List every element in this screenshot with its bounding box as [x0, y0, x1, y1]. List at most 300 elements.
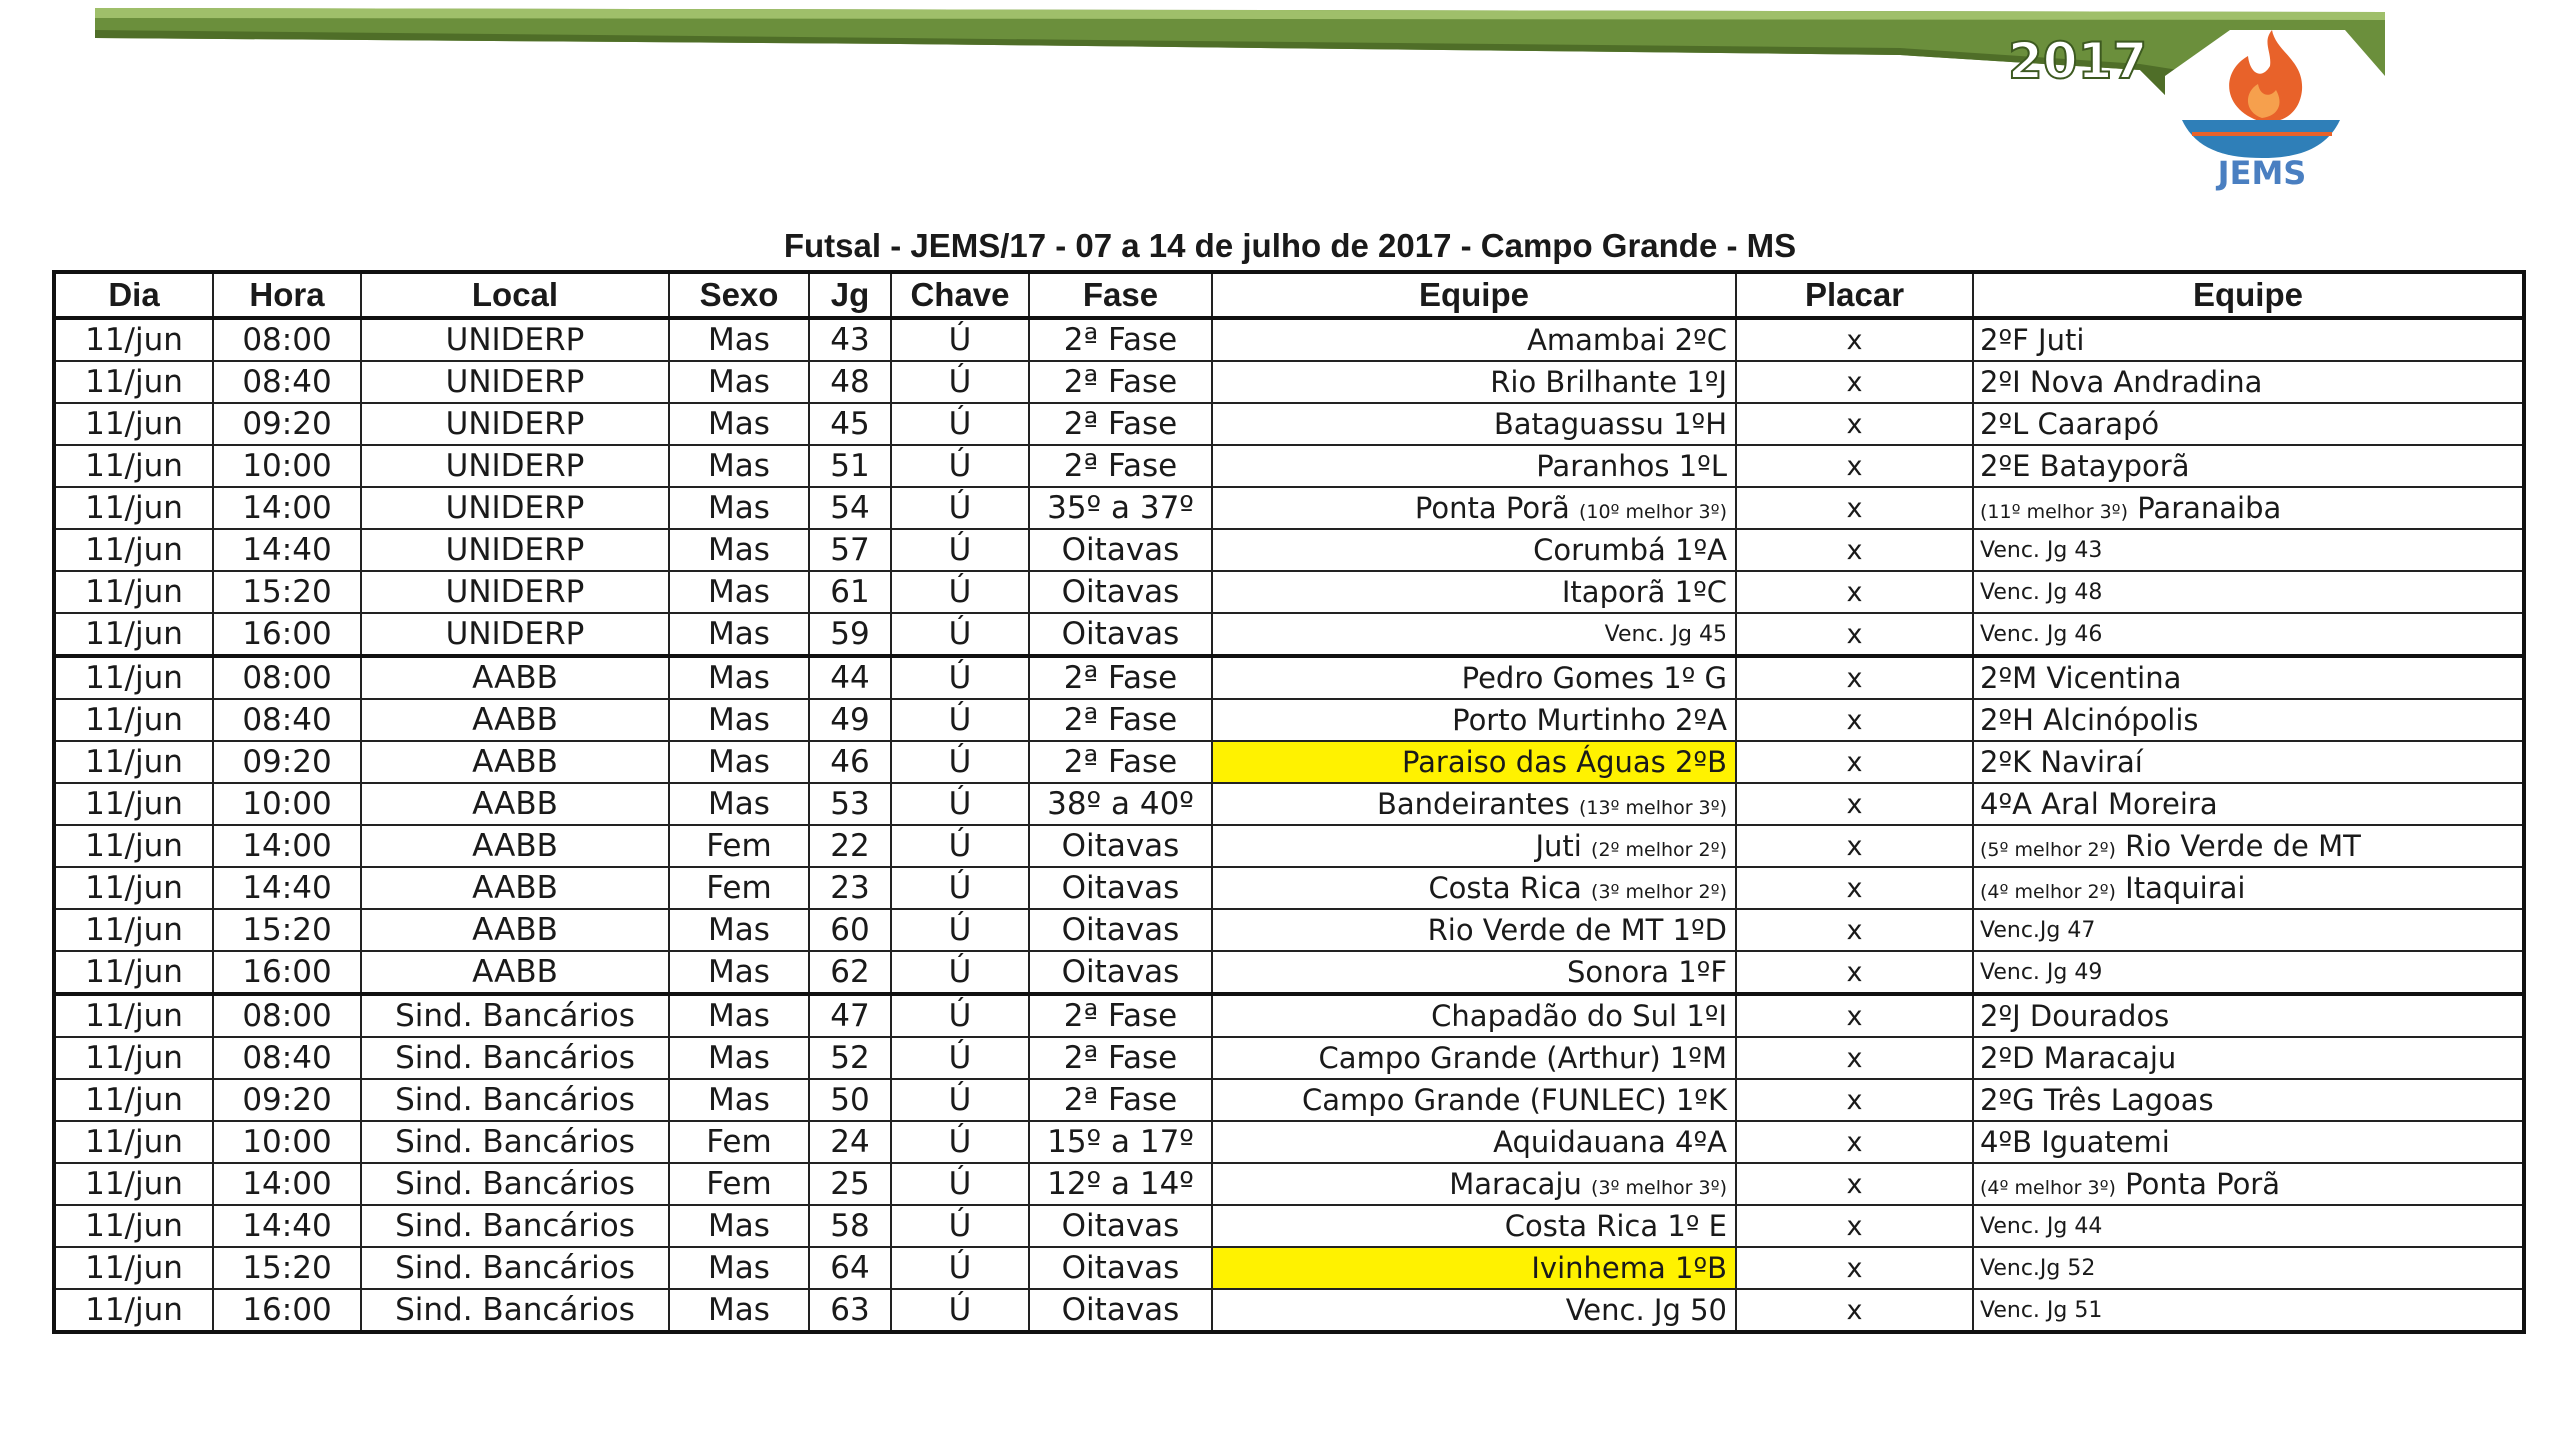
- cell-placar: x: [1736, 783, 1973, 825]
- cell-equipe-home: [1212, 951, 1736, 994]
- cell-equipe-home: [1212, 318, 1736, 361]
- cell-placar: x: [1736, 1247, 1973, 1289]
- cell-chave: Ú: [891, 1079, 1029, 1121]
- col-header-jg: Jg: [809, 272, 891, 318]
- cell-hora: 09:20: [213, 403, 361, 445]
- cell-fase: 38º a 40º: [1029, 783, 1212, 825]
- home-team-name: Juti: [1535, 829, 1582, 863]
- cell-chave: Ú: [891, 487, 1029, 529]
- cell-placar: x: [1736, 909, 1973, 951]
- cell-placar: x: [1736, 1079, 1973, 1121]
- cell-chave: Ú: [891, 909, 1029, 951]
- cell-hora: 08:40: [213, 361, 361, 403]
- cell-local: Sind. Bancários: [361, 1163, 669, 1205]
- table-row: [54, 656, 2524, 699]
- cell-placar: x: [1736, 951, 1973, 994]
- away-team-name: 4ºA Aral Moreira: [1980, 787, 2218, 821]
- cell-hora: 09:20: [213, 741, 361, 783]
- cell-placar: x: [1736, 867, 1973, 909]
- cell-equipe-home: [1212, 1247, 1736, 1289]
- table-row: [54, 445, 2524, 487]
- cell-dia: 11/jun: [54, 1121, 213, 1163]
- cell-equipe-away: [1973, 529, 2524, 571]
- cell-hora: 14:00: [213, 825, 361, 867]
- cell-equipe-home: [1212, 1289, 1736, 1332]
- cell-equipe-home: [1212, 909, 1736, 951]
- table-row: [54, 318, 2524, 361]
- cell-fase: 2ª Fase: [1029, 445, 1212, 487]
- cell-local: UNIDERP: [361, 361, 669, 403]
- cell-hora: 10:00: [213, 1121, 361, 1163]
- cell-equipe-away: [1973, 1037, 2524, 1079]
- cell-fase: 15º a 17º: [1029, 1121, 1212, 1163]
- cell-dia: 11/jun: [54, 1289, 213, 1332]
- home-team-name: Campo Grande (Arthur) 1ºM: [1318, 1041, 1727, 1075]
- cell-jg: 62: [809, 951, 891, 994]
- cell-equipe-away: [1973, 1247, 2524, 1289]
- cell-chave: Ú: [891, 656, 1029, 699]
- home-team-name: Rio Brilhante 1ºJ: [1490, 365, 1727, 399]
- cell-equipe-away: [1973, 613, 2524, 656]
- cell-jg: 45: [809, 403, 891, 445]
- cell-dia: 11/jun: [54, 1079, 213, 1121]
- cell-dia: 11/jun: [54, 1205, 213, 1247]
- away-team-name: 2ºL Caarapó: [1980, 407, 2160, 441]
- cell-chave: Ú: [891, 445, 1029, 487]
- cell-hora: 08:00: [213, 994, 361, 1037]
- cell-hora: 10:00: [213, 783, 361, 825]
- cell-equipe-home: [1212, 741, 1736, 783]
- cell-chave: Ú: [891, 825, 1029, 867]
- cell-hora: 09:20: [213, 1079, 361, 1121]
- cell-equipe-away: [1973, 1205, 2524, 1247]
- cell-hora: 08:00: [213, 318, 361, 361]
- cell-sexo: Mas: [669, 994, 809, 1037]
- col-header-equipe-away: Equipe: [1973, 272, 2524, 318]
- year-label: 2017: [2008, 32, 2148, 90]
- cell-hora: 14:40: [213, 529, 361, 571]
- home-team-note: (3º melhor 3º): [1591, 1177, 1727, 1199]
- cell-equipe-away: [1973, 825, 2524, 867]
- cell-local: Sind. Bancários: [361, 1289, 669, 1332]
- cell-local: AABB: [361, 951, 669, 994]
- cell-equipe-home: [1212, 994, 1736, 1037]
- home-team-name: Bandeirantes: [1377, 787, 1570, 821]
- cell-local: Sind. Bancários: [361, 1079, 669, 1121]
- cell-dia: 11/jun: [54, 361, 213, 403]
- table-row: [54, 994, 2524, 1037]
- away-team-name: Paranaiba: [2137, 491, 2282, 525]
- away-team-name: 2ºK Naviraí: [1980, 745, 2143, 779]
- cell-equipe-home: [1212, 361, 1736, 403]
- cell-sexo: Fem: [669, 825, 809, 867]
- home-team-name: Venc. Jg 45: [1604, 621, 1727, 647]
- cell-fase: Oitavas: [1029, 951, 1212, 994]
- cell-equipe-away: [1973, 445, 2524, 487]
- home-team-name: Bataguassu 1ºH: [1493, 407, 1727, 441]
- cell-dia: 11/jun: [54, 994, 213, 1037]
- table-row: [54, 487, 2524, 529]
- home-team-name: Amambai 2ºC: [1527, 323, 1727, 357]
- home-team-name: Costa Rica 1º E: [1504, 1209, 1727, 1243]
- cell-fase: 2ª Fase: [1029, 699, 1212, 741]
- table-row: [54, 699, 2524, 741]
- cell-chave: Ú: [891, 318, 1029, 361]
- home-team-name: Sonora 1ºF: [1567, 955, 1727, 989]
- cell-local: AABB: [361, 867, 669, 909]
- cell-sexo: Mas: [669, 1205, 809, 1247]
- cell-placar: x: [1736, 571, 1973, 613]
- cell-equipe-home: [1212, 487, 1736, 529]
- cell-local: UNIDERP: [361, 613, 669, 656]
- cell-fase: Oitavas: [1029, 1205, 1212, 1247]
- cell-equipe-away: [1973, 403, 2524, 445]
- cell-hora: 14:40: [213, 867, 361, 909]
- cell-hora: 14:00: [213, 1163, 361, 1205]
- cell-hora: 08:40: [213, 1037, 361, 1079]
- cell-placar: x: [1736, 445, 1973, 487]
- cell-placar: x: [1736, 613, 1973, 656]
- cell-chave: Ú: [891, 741, 1029, 783]
- col-header-local: Local: [361, 272, 669, 318]
- cell-fase: Oitavas: [1029, 613, 1212, 656]
- cell-equipe-away: [1973, 741, 2524, 783]
- cell-local: AABB: [361, 825, 669, 867]
- cell-placar: x: [1736, 1163, 1973, 1205]
- cell-chave: Ú: [891, 1205, 1029, 1247]
- cell-dia: 11/jun: [54, 699, 213, 741]
- cell-jg: 22: [809, 825, 891, 867]
- cell-placar: x: [1736, 1121, 1973, 1163]
- cell-hora: 16:00: [213, 951, 361, 994]
- cell-fase: 2ª Fase: [1029, 403, 1212, 445]
- cell-fase: 2ª Fase: [1029, 741, 1212, 783]
- cell-equipe-away: [1973, 361, 2524, 403]
- table-row: [54, 613, 2524, 656]
- cell-jg: 46: [809, 741, 891, 783]
- cell-fase: Oitavas: [1029, 1247, 1212, 1289]
- home-team-name: Corumbá 1ºA: [1533, 533, 1727, 567]
- col-header-sexo: Sexo: [669, 272, 809, 318]
- cell-chave: Ú: [891, 994, 1029, 1037]
- cell-chave: Ú: [891, 1289, 1029, 1332]
- away-team-name: Itaquirai: [2125, 871, 2246, 905]
- away-team-name: Venc. Jg 49: [1980, 959, 2103, 985]
- cell-chave: Ú: [891, 699, 1029, 741]
- cell-equipe-home: [1212, 1205, 1736, 1247]
- cell-fase: 2ª Fase: [1029, 994, 1212, 1037]
- cell-hora: 14:00: [213, 487, 361, 529]
- cell-jg: 58: [809, 1205, 891, 1247]
- home-team-note: (10º melhor 3º): [1578, 501, 1727, 523]
- cell-placar: x: [1736, 1037, 1973, 1079]
- cell-sexo: Mas: [669, 445, 809, 487]
- cell-hora: 10:00: [213, 445, 361, 487]
- cell-fase: 2ª Fase: [1029, 1079, 1212, 1121]
- cell-dia: 11/jun: [54, 867, 213, 909]
- cell-local: AABB: [361, 909, 669, 951]
- cell-jg: 47: [809, 994, 891, 1037]
- away-team-name: Venc.Jg 52: [1980, 1255, 2096, 1281]
- cell-fase: Oitavas: [1029, 1289, 1212, 1332]
- cell-local: UNIDERP: [361, 403, 669, 445]
- away-team-name: Venc. Jg 46: [1980, 621, 2103, 647]
- cell-local: UNIDERP: [361, 318, 669, 361]
- cell-sexo: Mas: [669, 571, 809, 613]
- cell-dia: 11/jun: [54, 741, 213, 783]
- home-team-name: Paraiso das Águas 2ºB: [1401, 745, 1727, 779]
- cell-local: Sind. Bancários: [361, 1037, 669, 1079]
- cell-local: AABB: [361, 699, 669, 741]
- cell-chave: Ú: [891, 951, 1029, 994]
- cell-chave: Ú: [891, 1247, 1029, 1289]
- cell-chave: Ú: [891, 1121, 1029, 1163]
- col-header-equipe-home: Equipe: [1212, 272, 1736, 318]
- cell-sexo: Mas: [669, 1079, 809, 1121]
- home-team-name: Venc. Jg 50: [1565, 1293, 1727, 1327]
- cell-equipe-away: [1973, 951, 2524, 994]
- cell-jg: 23: [809, 867, 891, 909]
- cell-equipe-home: [1212, 1163, 1736, 1205]
- home-team-name: Pedro Gomes 1º G: [1461, 661, 1727, 695]
- cell-fase: Oitavas: [1029, 867, 1212, 909]
- table-row: [54, 1163, 2524, 1205]
- table-row: [54, 1205, 2524, 1247]
- home-team-name: Maracaju: [1449, 1167, 1582, 1201]
- cell-fase: 2ª Fase: [1029, 318, 1212, 361]
- cell-hora: 14:40: [213, 1205, 361, 1247]
- cell-fase: 35º a 37º: [1029, 487, 1212, 529]
- table-row: [54, 951, 2524, 994]
- cell-jg: 50: [809, 1079, 891, 1121]
- table-row: [54, 1079, 2524, 1121]
- table-row: [54, 867, 2524, 909]
- cell-placar: x: [1736, 1205, 1973, 1247]
- home-team-name: Porto Murtinho 2ºA: [1452, 703, 1727, 737]
- away-team-note: (11º melhor 3º): [1980, 501, 2129, 523]
- cell-local: Sind. Bancários: [361, 1121, 669, 1163]
- cell-sexo: Mas: [669, 951, 809, 994]
- cell-jg: 61: [809, 571, 891, 613]
- cell-placar: x: [1736, 741, 1973, 783]
- away-team-name: 4ºB Iguatemi: [1980, 1125, 2170, 1159]
- home-team-note: (13º melhor 3º): [1578, 797, 1727, 819]
- cell-chave: Ú: [891, 867, 1029, 909]
- away-team-name: Venc. Jg 43: [1980, 537, 2103, 563]
- cell-equipe-home: [1212, 656, 1736, 699]
- cell-dia: 11/jun: [54, 1247, 213, 1289]
- cell-placar: x: [1736, 825, 1973, 867]
- cell-dia: 11/jun: [54, 445, 213, 487]
- header-banner: [0, 0, 2560, 210]
- cell-jg: 48: [809, 361, 891, 403]
- cell-hora: 15:20: [213, 909, 361, 951]
- away-team-name: Venc. Jg 51: [1980, 1297, 2103, 1323]
- cell-jg: 43: [809, 318, 891, 361]
- cell-hora: 15:20: [213, 1247, 361, 1289]
- cell-dia: 11/jun: [54, 1163, 213, 1205]
- away-team-note: (4º melhor 3º): [1980, 1177, 2116, 1199]
- cell-fase: Oitavas: [1029, 529, 1212, 571]
- cell-dia: 11/jun: [54, 403, 213, 445]
- cell-equipe-away: [1973, 994, 2524, 1037]
- cell-placar: x: [1736, 699, 1973, 741]
- away-team-name: 2ºJ Dourados: [1980, 999, 2170, 1033]
- cell-dia: 11/jun: [54, 318, 213, 361]
- cell-chave: Ú: [891, 361, 1029, 403]
- away-team-name: Venc. Jg 48: [1980, 579, 2103, 605]
- cell-local: Sind. Bancários: [361, 1205, 669, 1247]
- cell-sexo: Mas: [669, 361, 809, 403]
- cell-fase: Oitavas: [1029, 825, 1212, 867]
- col-header-dia: Dia: [54, 272, 213, 318]
- cell-jg: 59: [809, 613, 891, 656]
- cell-sexo: Mas: [669, 1247, 809, 1289]
- cell-local: AABB: [361, 783, 669, 825]
- cell-chave: Ú: [891, 571, 1029, 613]
- cell-equipe-home: [1212, 1079, 1736, 1121]
- away-team-name: Ponta Porã: [2125, 1167, 2280, 1201]
- cell-placar: x: [1736, 403, 1973, 445]
- cell-local: UNIDERP: [361, 487, 669, 529]
- cell-placar: x: [1736, 1289, 1973, 1332]
- home-team-note: (2º melhor 2º): [1591, 839, 1727, 861]
- cell-equipe-away: [1973, 909, 2524, 951]
- cell-dia: 11/jun: [54, 613, 213, 656]
- cell-jg: 64: [809, 1247, 891, 1289]
- cell-equipe-home: [1212, 529, 1736, 571]
- cell-equipe-away: [1973, 867, 2524, 909]
- cell-jg: 24: [809, 1121, 891, 1163]
- cell-jg: 49: [809, 699, 891, 741]
- cell-local: UNIDERP: [361, 529, 669, 571]
- cell-placar: x: [1736, 529, 1973, 571]
- away-team-note: (5º melhor 2º): [1980, 839, 2116, 861]
- cell-fase: Oitavas: [1029, 571, 1212, 613]
- cell-local: Sind. Bancários: [361, 994, 669, 1037]
- cell-equipe-home: [1212, 825, 1736, 867]
- away-team-name: Venc. Jg 44: [1980, 1213, 2103, 1239]
- cell-jg: 44: [809, 656, 891, 699]
- cell-jg: 25: [809, 1163, 891, 1205]
- away-team-name: Rio Verde de MT: [2125, 829, 2361, 863]
- cell-sexo: Mas: [669, 529, 809, 571]
- away-team-name: Venc.Jg 47: [1980, 917, 2096, 943]
- cell-sexo: Mas: [669, 656, 809, 699]
- cell-equipe-home: [1212, 867, 1736, 909]
- col-header-fase: Fase: [1029, 272, 1212, 318]
- cell-hora: 16:00: [213, 613, 361, 656]
- away-team-name: 2ºD Maracaju: [1980, 1041, 2177, 1075]
- cell-chave: Ú: [891, 403, 1029, 445]
- cell-dia: 11/jun: [54, 571, 213, 613]
- cell-local: AABB: [361, 656, 669, 699]
- cell-dia: 11/jun: [54, 529, 213, 571]
- cell-equipe-away: [1973, 1121, 2524, 1163]
- cell-equipe-home: [1212, 1037, 1736, 1079]
- table-row: [54, 1037, 2524, 1079]
- cell-dia: 11/jun: [54, 656, 213, 699]
- cell-equipe-home: [1212, 699, 1736, 741]
- cell-local: Sind. Bancários: [361, 1247, 669, 1289]
- cell-dia: 11/jun: [54, 825, 213, 867]
- cell-sexo: Mas: [669, 909, 809, 951]
- cell-placar: x: [1736, 318, 1973, 361]
- cell-hora: 08:40: [213, 699, 361, 741]
- cell-equipe-away: [1973, 487, 2524, 529]
- cell-hora: 16:00: [213, 1289, 361, 1332]
- page-title: Futsal - JEMS/17 - 07 a 14 de julho de 2017 - Campo Grande - MS: [783, 227, 1797, 264]
- cell-dia: 11/jun: [54, 487, 213, 529]
- home-team-name: Aquidauana 4ºA: [1493, 1125, 1727, 1159]
- cell-fase: 2ª Fase: [1029, 656, 1212, 699]
- cell-equipe-home: [1212, 783, 1736, 825]
- cell-placar: x: [1736, 656, 1973, 699]
- cell-sexo: Mas: [669, 783, 809, 825]
- cell-jg: 52: [809, 1037, 891, 1079]
- cell-jg: 51: [809, 445, 891, 487]
- cell-sexo: Mas: [669, 613, 809, 656]
- table-row: [54, 361, 2524, 403]
- table-row: [54, 1247, 2524, 1289]
- cell-equipe-away: [1973, 1163, 2524, 1205]
- home-team-name: Campo Grande (FUNLEC) 1ºK: [1302, 1083, 1727, 1117]
- col-header-chave: Chave: [891, 272, 1029, 318]
- table-row: [54, 571, 2524, 613]
- cell-local: UNIDERP: [361, 445, 669, 487]
- table-row: [54, 909, 2524, 951]
- away-team-name: 2ºM Vicentina: [1980, 661, 2182, 695]
- cell-sexo: Mas: [669, 318, 809, 361]
- cell-local: AABB: [361, 741, 669, 783]
- cell-jg: 60: [809, 909, 891, 951]
- home-team-name: Chapadão do Sul 1ºI: [1431, 999, 1727, 1033]
- cell-placar: x: [1736, 994, 1973, 1037]
- cell-equipe-home: [1212, 403, 1736, 445]
- col-header-hora: Hora: [213, 272, 361, 318]
- cell-jg: 63: [809, 1289, 891, 1332]
- cell-sexo: Mas: [669, 699, 809, 741]
- cell-equipe-away: [1973, 1289, 2524, 1332]
- cell-dia: 11/jun: [54, 951, 213, 994]
- cell-sexo: Mas: [669, 1289, 809, 1332]
- logo-text: JEMS: [2217, 154, 2307, 192]
- table-row: [54, 1289, 2524, 1332]
- cell-fase: 2ª Fase: [1029, 361, 1212, 403]
- cell-chave: Ú: [891, 529, 1029, 571]
- cell-equipe-away: [1973, 783, 2524, 825]
- away-team-name: 2ºI Nova Andradina: [1980, 365, 2263, 399]
- cell-fase: 2ª Fase: [1029, 1037, 1212, 1079]
- cell-equipe-home: [1212, 1121, 1736, 1163]
- cell-sexo: Mas: [669, 741, 809, 783]
- away-team-name: 2ºH Alcinópolis: [1980, 703, 2199, 737]
- table-row: [54, 1121, 2524, 1163]
- cell-equipe-away: [1973, 571, 2524, 613]
- cell-sexo: Mas: [669, 487, 809, 529]
- header-row: [54, 272, 2524, 318]
- cell-chave: Ú: [891, 1037, 1029, 1079]
- cell-equipe-home: [1212, 571, 1736, 613]
- cell-dia: 11/jun: [54, 909, 213, 951]
- table-row: [54, 825, 2524, 867]
- cell-chave: Ú: [891, 1163, 1029, 1205]
- home-team-name: Rio Verde de MT 1ºD: [1427, 913, 1727, 947]
- cell-equipe-home: [1212, 613, 1736, 656]
- cell-local: UNIDERP: [361, 571, 669, 613]
- away-team-name: 2ºF Juti: [1980, 323, 2085, 357]
- cell-fase: 12º a 14º: [1029, 1163, 1212, 1205]
